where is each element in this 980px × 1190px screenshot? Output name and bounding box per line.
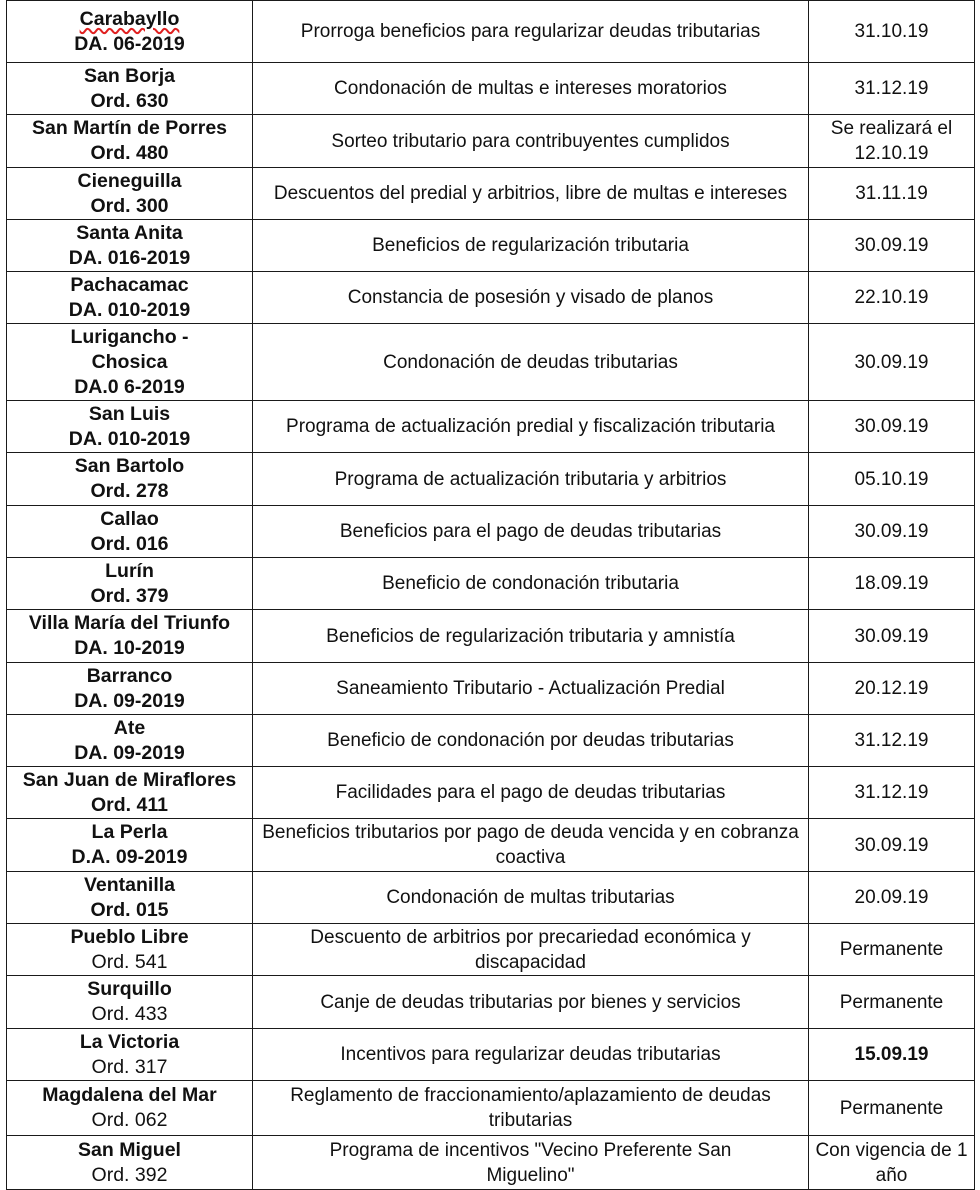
municipality-norm: DA.0 6-2019: [74, 375, 185, 398]
benefit-description: Beneficio de condonación por deudas tributarias: [253, 715, 809, 767]
deadline-date: 05.10.19: [809, 453, 975, 506]
benefit-description: Beneficios de regularización tributaria y amnistía: [253, 610, 809, 663]
municipality-cell: [7, 324, 253, 401]
municipality-norm: DA. 10-2019: [74, 637, 185, 659]
municipality-cell: [7, 976, 253, 1029]
table-row: [7, 63, 975, 115]
table-row: [7, 401, 975, 453]
benefit-description: Saneamiento Tributario - Actualización Predial: [253, 663, 809, 715]
deadline-date: 31.11.19: [809, 168, 975, 220]
deadline-date: 31.10.19: [809, 1, 975, 63]
municipality-name: Callao: [100, 507, 159, 530]
table-row: [7, 872, 975, 924]
municipality-name: Cieneguilla: [77, 169, 182, 192]
table-row: [7, 453, 975, 506]
deadline-date: 18.09.19: [809, 558, 975, 610]
municipality-cell: [7, 401, 253, 453]
municipality-norm: Ord. 433: [91, 1003, 168, 1025]
benefit-description: Condonación de multas tributarias: [253, 872, 809, 924]
benefit-description: Descuentos del predial y arbitrios, libre de multas e intereses: [253, 168, 809, 220]
deadline-date: 30.09.19: [809, 819, 975, 872]
benefit-description: Beneficio de condonación tributaria: [253, 558, 809, 610]
deadline-date: Se realizará el 12.10.19: [809, 115, 975, 168]
benefit-description: Facilidades para el pago de deudas tributarias: [253, 767, 809, 819]
municipality-norm: DA. 09-2019: [74, 741, 185, 764]
municipality-name: Magdalena del Mar: [42, 1084, 217, 1106]
municipality-norm: Ord. 278: [90, 480, 169, 502]
municipality-cell: [7, 1029, 253, 1081]
benefit-description: Beneficios tributarios por pago de deuda vencida y en cobranza coactiva: [253, 819, 809, 872]
benefit-description: Programa de incentivos "Vecino Preferente San Miguelino": [253, 1136, 809, 1190]
municipality-norm: D.A. 09-2019: [71, 846, 188, 868]
deadline-date: 30.09.19: [809, 610, 975, 663]
municipal-tax-benefits-table: [6, 0, 975, 1190]
municipality-name: Lurín: [105, 559, 154, 582]
municipality-name: Ventanilla: [83, 873, 176, 896]
table-row: [7, 610, 975, 663]
deadline-date: 15.09.19: [809, 1029, 975, 1081]
deadline-date: Permanente: [809, 976, 975, 1029]
benefit-description: Beneficios de regularización tributaria: [253, 220, 809, 272]
municipality-norm: Ord. 062: [91, 1109, 168, 1131]
municipality-name: Villa María del Triunfo: [28, 612, 231, 634]
municipality-cell: [7, 1081, 253, 1136]
benefit-description: Programa de actualización predial y fiscalización tributaria: [253, 401, 809, 453]
table-row: [7, 976, 975, 1029]
benefit-description: Condonación de deudas tributarias: [253, 324, 809, 401]
municipality-name: San Martín de Porres: [31, 117, 228, 139]
benefit-description: Programa de actualización tributaria y arbitrios: [253, 453, 809, 506]
municipality-norm: Ord. 480: [90, 142, 169, 164]
benefit-description: Beneficios para el pago de deudas tributarias: [253, 506, 809, 558]
municipality-name: San Bartolo: [74, 455, 185, 477]
deadline-date: Permanente: [809, 1081, 975, 1136]
municipality-cell: [7, 924, 253, 976]
municipality-name: La Perla: [91, 821, 168, 843]
municipality-cell: [7, 220, 253, 272]
table-row: [7, 715, 975, 767]
benefit-description: Canje de deudas tributarias por bienes y servicios: [253, 976, 809, 1029]
benefit-description: Condonación de multas e intereses moratorios: [253, 63, 809, 115]
municipality-norm: DA. 010-2019: [68, 427, 191, 450]
municipality-cell: [7, 1, 253, 63]
deadline-date: 20.12.19: [809, 663, 975, 715]
deadline-date: 31.12.19: [809, 63, 975, 115]
municipality-name: Pachacamac: [70, 273, 189, 296]
municipality-norm: Ord. 300: [90, 194, 169, 217]
municipality-norm: Ord. 016: [90, 532, 169, 555]
municipality-cell: [7, 168, 253, 220]
municipality-norm: DA. 09-2019: [74, 689, 185, 712]
table-row: [7, 819, 975, 872]
benefit-description: Incentivos para regularizar deudas tributarias: [253, 1029, 809, 1081]
municipality-cell: [7, 63, 253, 115]
municipality-norm: Ord. 015: [90, 898, 169, 921]
deadline-date: 30.09.19: [809, 401, 975, 453]
municipality-norm: Ord. 392: [91, 1163, 168, 1186]
deadline-date: 31.12.19: [809, 767, 975, 819]
municipality-norm: Ord. 541: [91, 950, 168, 973]
table-row: [7, 220, 975, 272]
municipality-cell: [7, 819, 253, 872]
deadline-date: Con vigencia de 1 año: [809, 1136, 975, 1190]
municipality-name: Pueblo Libre: [70, 925, 189, 948]
municipality-norm: Ord. 411: [91, 793, 168, 816]
municipality-name: La Victoria: [79, 1030, 180, 1053]
municipality-cell: [7, 1136, 253, 1190]
table-row: [7, 663, 975, 715]
municipality-name: San Luis: [88, 402, 171, 425]
table-row: [7, 272, 975, 324]
deadline-date: 22.10.19: [809, 272, 975, 324]
benefit-description: Sorteo tributario para contribuyentes cumplidos: [253, 115, 809, 168]
deadline-date: Permanente: [809, 924, 975, 976]
municipality-norm: DA. 016-2019: [68, 246, 191, 269]
municipality-name: Barranco: [86, 664, 173, 687]
municipality-norm: Ord. 379: [90, 584, 169, 607]
municipality-cell: [7, 767, 253, 819]
table-row: [7, 558, 975, 610]
municipality-cell: [7, 272, 253, 324]
municipality-name: Carabayllo: [79, 7, 180, 30]
table-row: [7, 324, 975, 401]
municipality-name: San Juan de Miraflores: [22, 768, 237, 791]
table-row: [7, 1, 975, 63]
municipality-norm: Ord. 317: [91, 1055, 168, 1078]
benefit-description: Constancia de posesión y visado de planos: [253, 272, 809, 324]
municipality-norm: DA. 06-2019: [74, 32, 185, 55]
municipality-name: San Miguel: [78, 1138, 181, 1161]
municipality-cell: [7, 872, 253, 924]
deadline-date: 30.09.19: [809, 220, 975, 272]
deadline-date: 30.09.19: [809, 324, 975, 401]
municipality-cell: [7, 663, 253, 715]
municipality-name: Santa Anita: [76, 221, 183, 244]
municipality-name: Surquillo: [87, 978, 172, 1000]
benefit-description: Reglamento de fraccionamiento/aplazamiento de deudas tributarias: [253, 1081, 809, 1136]
municipality-cell: [7, 610, 253, 663]
municipality-cell: [7, 506, 253, 558]
municipality-name: Ate: [113, 716, 146, 739]
table-row: [7, 506, 975, 558]
table-row: [7, 168, 975, 220]
deadline-date: 31.12.19: [809, 715, 975, 767]
municipality-cell: [7, 715, 253, 767]
table-row: [7, 115, 975, 168]
table-row: [7, 1081, 975, 1136]
deadline-date: 30.09.19: [809, 506, 975, 558]
table-row: [7, 1136, 975, 1190]
table-row: [7, 767, 975, 819]
municipality-norm: Ord. 630: [90, 89, 169, 112]
deadline-date: 20.09.19: [809, 872, 975, 924]
table-row: [7, 924, 975, 976]
municipality-cell: [7, 453, 253, 506]
municipality-norm: DA. 010-2019: [68, 298, 191, 321]
municipality-name: Lurigancho - Chosica: [70, 325, 189, 373]
benefit-description: Descuento de arbitrios por precariedad económica y discapacidad: [253, 924, 809, 976]
benefit-description: Prorroga beneficios para regularizar deudas tributarias: [253, 1, 809, 63]
municipality-cell: [7, 115, 253, 168]
municipality-name: San Borja: [83, 64, 176, 87]
municipality-cell: [7, 558, 253, 610]
table-row: [7, 1029, 975, 1081]
